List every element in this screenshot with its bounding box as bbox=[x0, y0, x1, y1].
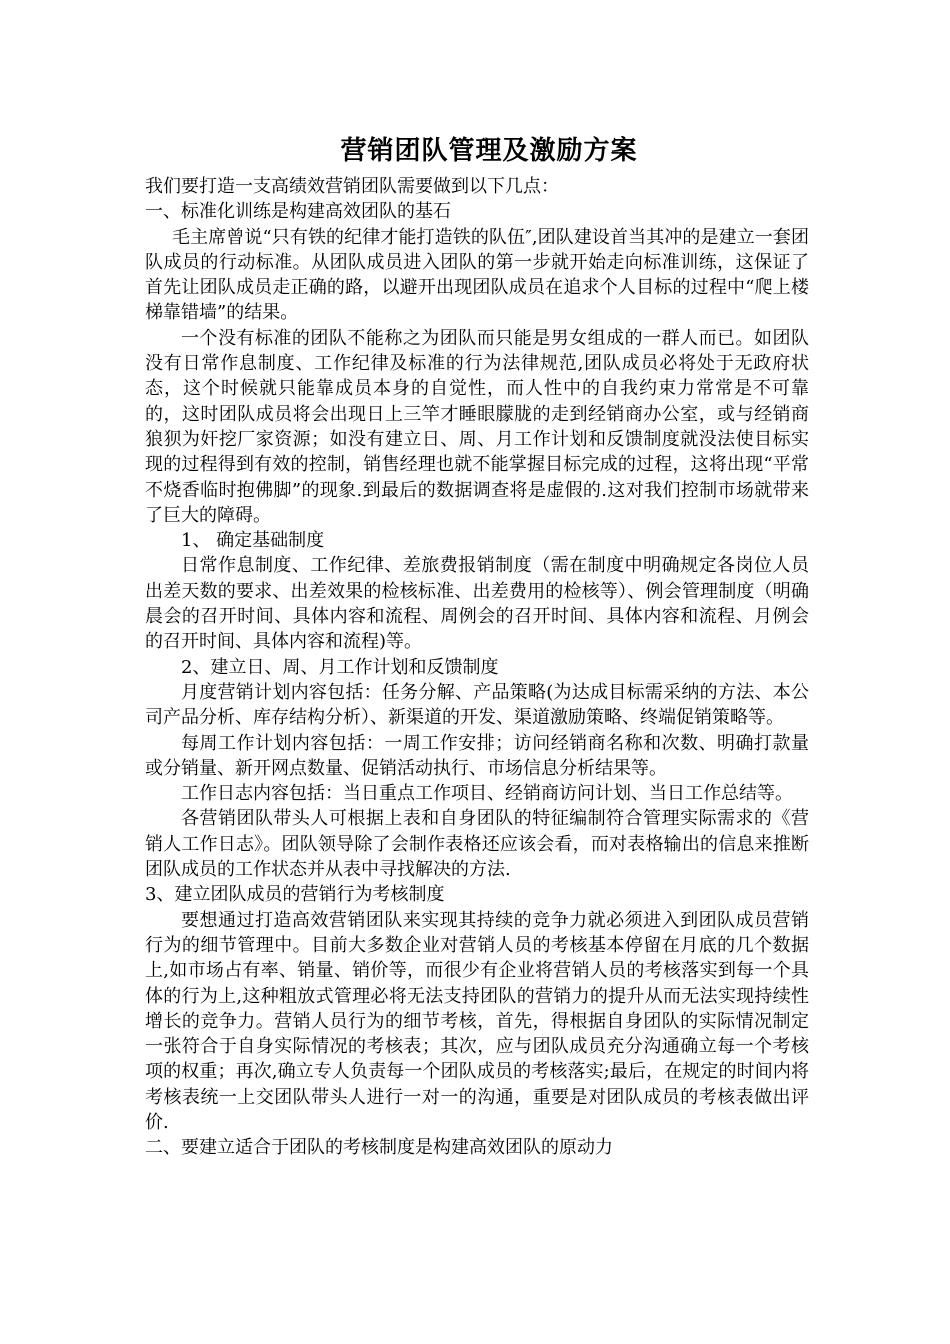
subsection-heading: 1、 确定基础制度 bbox=[181, 530, 325, 552]
body-paragraph: 每周工作计划内容包括：一周工作安排；访问经销商名称和次数、明确打款量或分销量、新开网点数量、促销活动执行、市场信息分析结果等。 bbox=[145, 732, 809, 779]
section-heading-2: 二、要建立适合于团队的考核制度是构建高效团队的原动力 bbox=[145, 1137, 613, 1159]
document-title: 营销团队管理及激励方案 bbox=[340, 136, 638, 166]
intro-paragraph: 我们要打造一支高绩效营销团队需要做到以下几点： bbox=[145, 176, 559, 197]
body-paragraph: 日常作息制度、工作纪律、差旅费报销制度（需在制度中明确规定各岗位人员出差天数的要求、出差效果的检核标准、出差费用的检核等）、例会管理制度（明确晨会的召开时间、具体内容和流程、周例会的召开时间、具体内容和流程、月例会的召开时间、具体内容和流程)等。 bbox=[145, 555, 809, 653]
body-paragraph: 毛主席曾说“只有铁的纪律才能打造铁的队伍″,团队建设首当其冲的是建立一套团队成员的行动标准。从团队成员进入团队的第一步就开始走向标准训练，这保证了首先让团队成员走正确的路，以避开出现团队成员在追求个人目标的过程中“爬上楼梯靠错墙”的结果。 bbox=[145, 226, 809, 324]
subsection-heading: 3、建立团队成员的营销行为考核制度 bbox=[145, 884, 445, 906]
document-page bbox=[145, 128, 809, 1161]
body-paragraph: 工作日志内容包括：当日重点工作项目、经销商访问计划、当日工作总结等。 bbox=[181, 783, 793, 805]
body-paragraph: 各营销团队带头人可根据上表和自身团队的特征编制符合管理实际需求的《营销人工作日志》。团队领导除了会制作表格还应该会看，而对表格输出的信息来推断团队成员的工作状态并从表中寻找解决的方法. bbox=[145, 808, 809, 881]
body-paragraph: 要想通过打造高效营销团队来实现其持续的竞争力就必须进入到团队成员营销行为的细节管理中。目前大多数企业对营销人员的考核基本停留在月底的几个数据上,如市场占有率、销量、销价等，而很少有企业将营销人员的考核落实到每一个具体的行为上,这种粗放式管理必将无法支持团队的营销力的提升从而无法实现持续性增长的竞争力。营销人员行为的细节考核，首先，得根据自身团队的实际情况制定一张符合于自身实际情况的考核表；其次，应与团队成员充分沟通确立每一个考核项的权重；再次,确立专人负责每一个团队成员的考核落实;最后，在规定的时间内将考核表统一上交团队带头人进行一对一的沟通，重要是对团队成员的考核表做出评价. bbox=[145, 909, 809, 1133]
body-paragraph: 月度营销计划内容包括：任务分解、产品策略(为达成目标需采纳的方法、本公司产品分析、库存结构分析）、新渠道的开发、渠道激励策略、终端促销策略等。 bbox=[145, 681, 809, 729]
document-body bbox=[145, 174, 809, 1161]
subsection-heading: 2、建立日、周、月工作计划和反馈制度 bbox=[181, 656, 499, 678]
section-heading-1: 一、标准化训练是构建高效团队的基石 bbox=[145, 201, 451, 223]
body-paragraph: 一个没有标准的团队不能称之为团队而只能是男女组成的一群人而已。如团队没有日常作息制度、工作纪律及标准的行为法律规范,团队成员必将处于无政府状态，这个时候就只能靠成员本身的自觉性，而人性中的自我约束力常常是不可靠的，这时团队成员将会出现日上三竿才睡眼朦胧的走到经销商办公室，或与经销商狼狈为奸挖厂家资源；如没有建立日、周、月工作计划和反馈制度就没法使目标实现的过程得到有效的控制，销售经理也就不能掌握目标完成的过程，这将出现“平常不烧香临时抱佛脚”的现象.到最后的数据调查将是虚假的.这对我们控制市场就带来了巨大的障碍。 bbox=[145, 327, 809, 526]
